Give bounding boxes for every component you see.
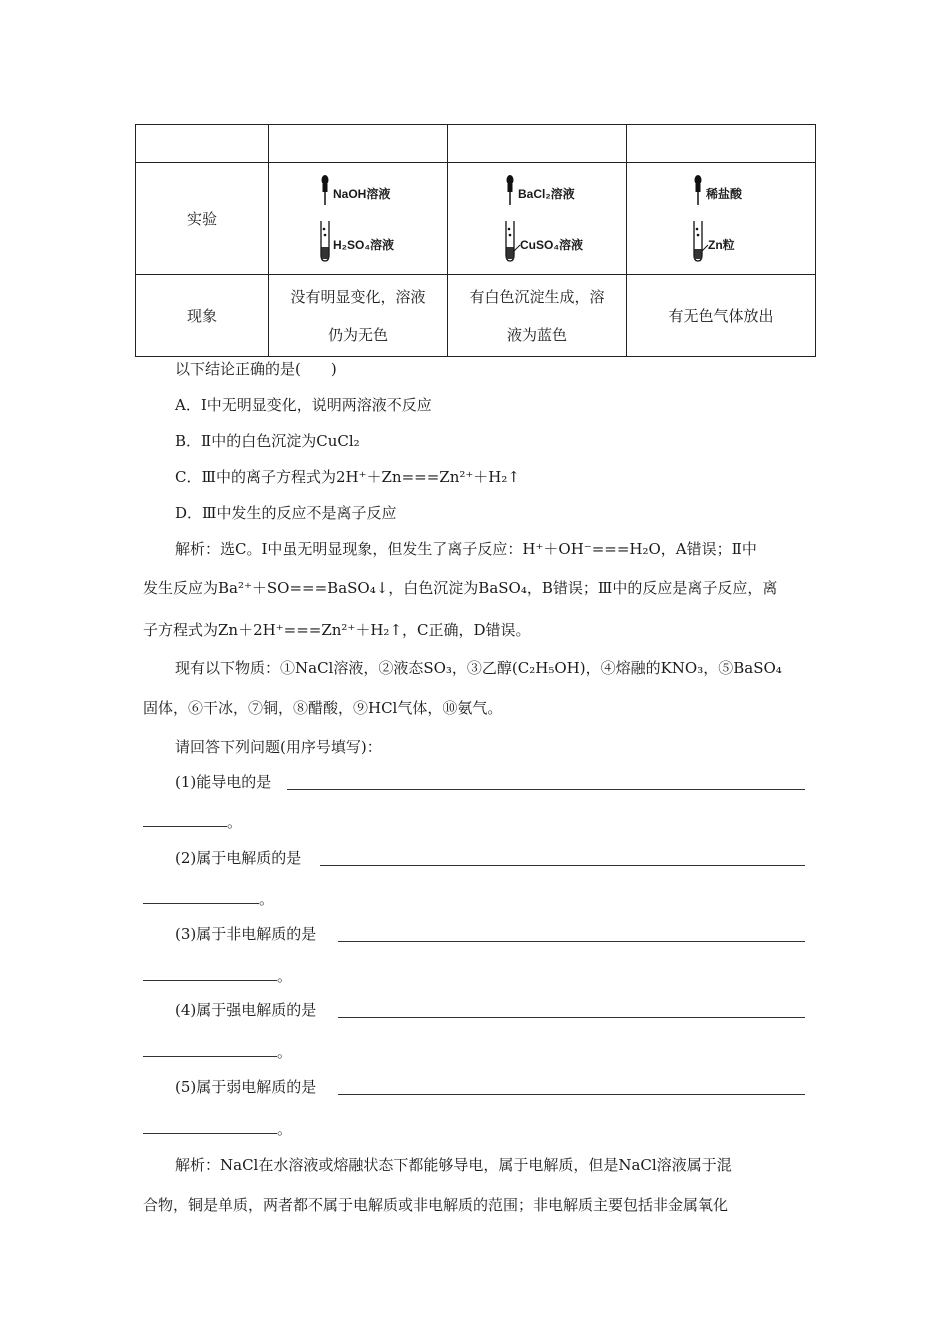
experiment-cell-3	[627, 163, 816, 275]
answer-blank-4[interactable]	[338, 1017, 805, 1018]
option-a: A．Ⅰ中无明显变化，说明两溶液不反应	[175, 396, 432, 414]
question-2-label: (2)属于电解质的是	[175, 849, 302, 867]
answer-blank-1-continued[interactable]	[143, 826, 227, 827]
answer-blank-5[interactable]	[338, 1094, 805, 1095]
answer-blank-1[interactable]	[287, 789, 805, 790]
phenomenon-line: 仍为无色	[327, 325, 388, 344]
experiment-table	[135, 124, 816, 357]
analysis-1-line: 解析：选C。Ⅰ中虽无明显现象，但发生了离子反应：H⁺＋OH⁻===H₂O，A错误；Ⅱ中	[175, 540, 757, 558]
problem-text-line: 现有以下物质：①NaCl溶液，②液态SO₃，③乙醇(C₂H₅OH)，④熔融的KNO₃，⑤BaSO₄	[175, 659, 782, 677]
period-mark: 。	[259, 890, 275, 908]
experiment-cell-1	[269, 163, 448, 275]
apparatus-1	[283, 169, 433, 269]
bottom-reagent-label: H₂SO₄溶液	[333, 237, 395, 252]
apparatus-3	[646, 169, 796, 269]
phenomenon-line: 有无色气体放出	[668, 307, 774, 325]
dropper-and-tube-icon	[283, 169, 433, 269]
analysis-1-line: 子方程式为Zn＋2H⁺===Zn²⁺＋H₂↑，C正确，D错误。	[143, 621, 531, 639]
dropper-and-tube-icon	[462, 169, 612, 269]
period-mark: 。	[227, 813, 243, 831]
question-stem: 以下结论正确的是( )	[175, 360, 337, 378]
experiment-cell-2	[448, 163, 627, 275]
phenomenon-cell-1	[269, 275, 448, 357]
phenomenon-line: 有白色沉淀生成，溶	[469, 287, 605, 306]
question-1-label: (1)能导电的是	[175, 773, 272, 791]
phenomenon-cell-2	[448, 275, 627, 357]
bottom-reagent-label: CuSO₄溶液	[520, 237, 584, 252]
instruction-text: 请回答下列问题(用序号填写)：	[175, 738, 382, 756]
table-row-phenomenon	[136, 275, 816, 357]
top-reagent-label: 稀盐酸	[706, 186, 743, 201]
period-mark: 。	[277, 1120, 293, 1138]
answer-blank-5-continued[interactable]	[143, 1133, 277, 1134]
option-d: D．Ⅲ中发生的反应不是离子反应	[175, 504, 397, 522]
answer-blank-2[interactable]	[320, 865, 805, 866]
dropper-and-tube-icon	[646, 169, 796, 269]
row-label-phenomenon: 现象	[136, 275, 269, 357]
answer-blank-2-continued[interactable]	[143, 903, 259, 904]
phenomenon-line: 液为蓝色	[506, 325, 567, 344]
period-mark: 。	[277, 1043, 293, 1061]
option-c: C．Ⅲ中的离子方程式为2H⁺＋Zn===Zn²⁺＋H₂↑	[175, 468, 520, 486]
header-cell	[448, 125, 627, 163]
problem-text-line: 固体，⑥干冰，⑦铜，⑧醋酸，⑨HCl气体，⑩氨气。	[143, 699, 503, 717]
top-reagent-label: NaOH溶液	[333, 186, 391, 201]
header-cell	[136, 125, 269, 163]
phenomenon-cell-3	[627, 275, 816, 357]
analysis-2-line: 解析：NaCl在水溶液或熔融状态下都能够导电，属于电解质，但是NaCl溶液属于混	[175, 1156, 732, 1174]
answer-blank-3-continued[interactable]	[143, 980, 277, 981]
apparatus-2	[462, 169, 612, 269]
option-b: B．Ⅱ中的白色沉淀为CuCl₂	[175, 432, 360, 450]
table-header-row	[136, 125, 816, 163]
question-4-label: (4)属于强电解质的是	[175, 1001, 317, 1019]
answer-blank-4-continued[interactable]	[143, 1056, 277, 1057]
answer-blank-3[interactable]	[338, 941, 805, 942]
header-cell	[269, 125, 448, 163]
header-cell	[627, 125, 816, 163]
question-5-label: (5)属于弱电解质的是	[175, 1078, 317, 1096]
table-row-experiment	[136, 163, 816, 275]
phenomenon-line: 没有明显变化，溶液	[290, 287, 426, 306]
top-reagent-label: BaCl₂溶液	[518, 186, 575, 201]
question-3-label: (3)属于非电解质的是	[175, 925, 317, 943]
row-label-experiment: 实验	[136, 163, 269, 275]
analysis-2-line: 合物，铜是单质，两者都不属于电解质或非电解质的范围；非电解质主要包括非金属氧化	[143, 1196, 729, 1214]
analysis-1-line: 发生反应为Ba²⁺＋SO===BaSO₄↓，白色沉淀为BaSO₄，B错误；Ⅲ中的反应是离子反应，离	[143, 579, 778, 597]
period-mark: 。	[277, 967, 293, 985]
bottom-reagent-label: Zn粒	[708, 237, 735, 252]
